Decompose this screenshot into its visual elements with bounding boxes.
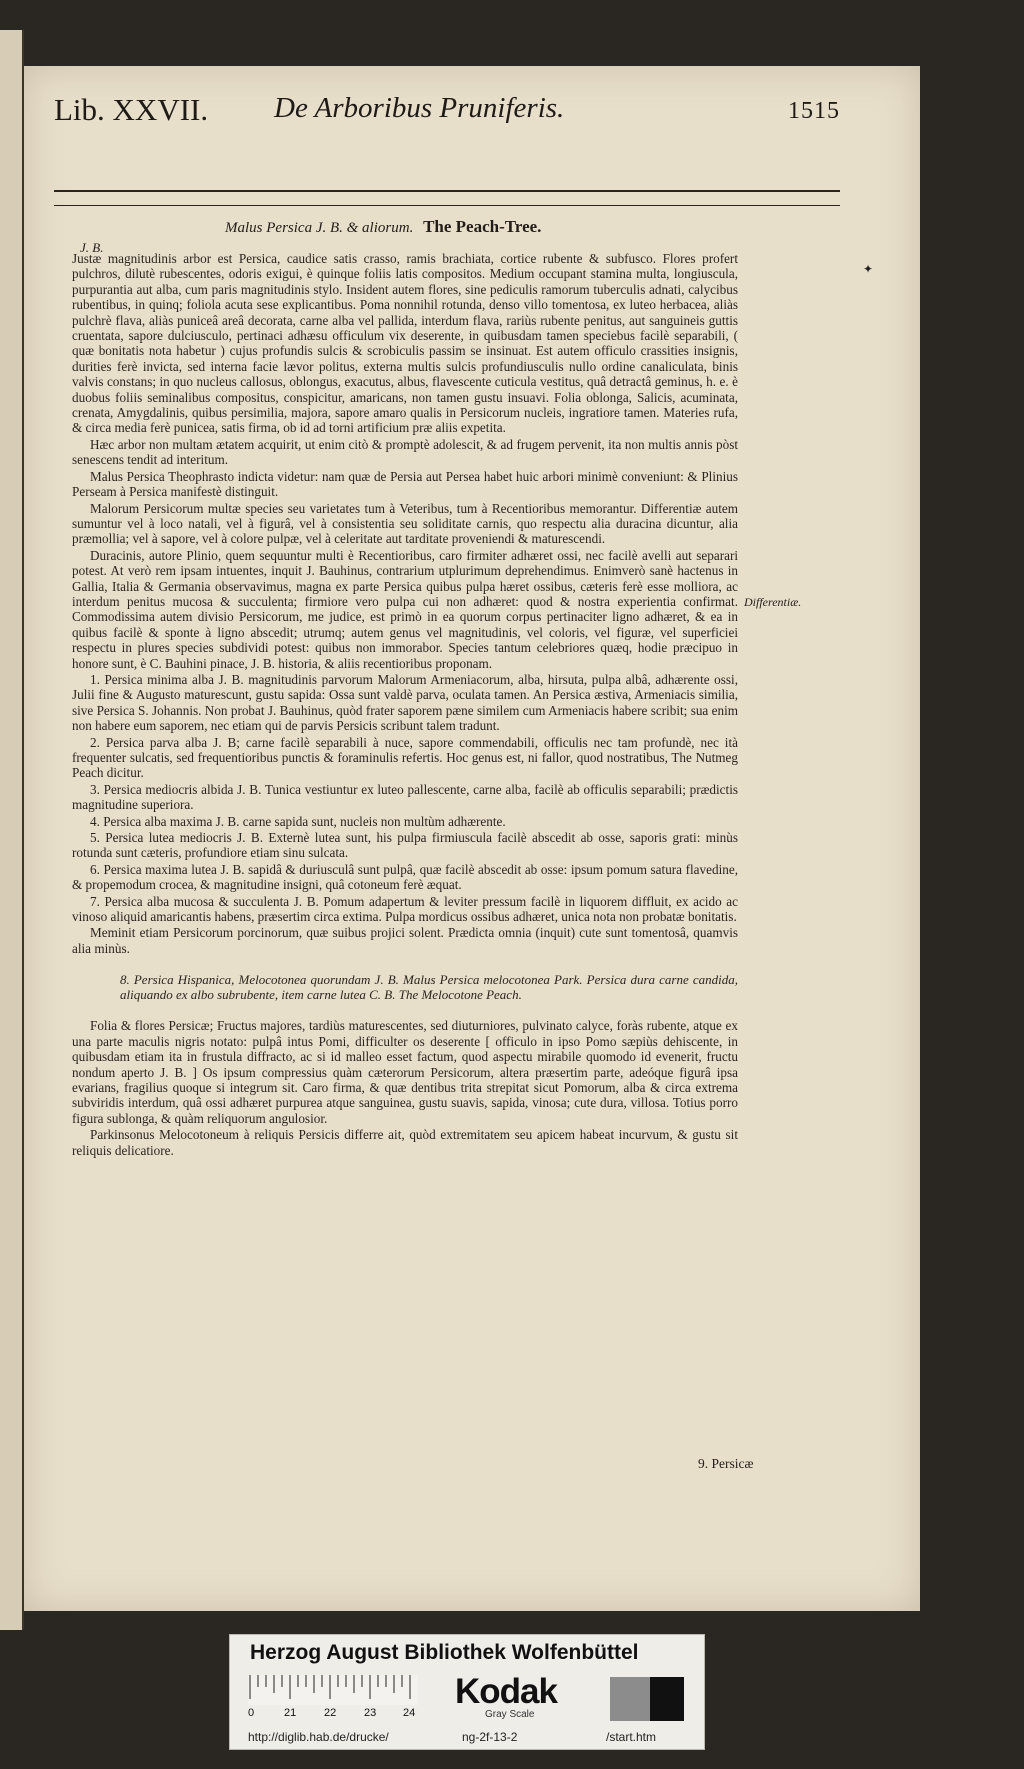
- paragraph-description: Justæ magnitudinis arbor est Persica, caudice satis crasso, ramis brachiata, cortice rubente & subfusco. Flores profert pulchros, dilutè rubescentes, odoris exigui, è quinque foliis latis compositos. Medium occupant stamina multa, longiuscula, purpurantia aut alba, cum paris magnitudinis stylo. Insident autem flores, sine pediculis ramorum tuberculis adnati, calycibus rubentibus, in quinq; foliola acuta sese explicantibus. Poma nonnihil rotunda, denso villo tomentosa, ex luteo herbacea, aliàs pulchrè flava, aliàs puniceâ areâ decorata, carne alba vel pallida, interdum flava, rariùs rubente penitus, aut sanguineis guttis cruentata, sapore dulciusculo, pertinaci adhæsu officulum vix deserente, in quibusdam tamen speciebus facilè separabili, ( quæ bonitatis nota habetur ) cujus profundis sulcis & scrobiculis passim se insinuat. Est autem officulo crassities insignis, durities ferè invicta, sed interna facie lævor politus, externa multis sulcis profundiusculis nullo ordine canaliculata, binis valvis constans; in quo nucleus callosus, oblongus, exacutus, albus, flavescente cuticula vestitus, quâ detractâ geminus, h. e. è duobus foliis seminalibus compositus, conspicitur, amaricans, non tamen gustu insuavi. Folia oblonga, Salicis, acuminata, crenata, Amygdalinis, quibus persimilia, majora, sapore amaro qualis in Persicorum nucleis, ingratiore tamen. Materies rufa, & circa media ferè punicea, satis firma, ob id ad torni artificium præ aliis expetita.: [72, 251, 738, 436]
- ruler-number: 0: [248, 1707, 255, 1719]
- gray-swatch-dark: [650, 1677, 684, 1721]
- catchword: 9. Persicæ: [698, 1456, 754, 1471]
- paragraph: Duracinis, autore Plinio, quem sequuntur multi è Recentioribus, caro firmiter adhæret ossi, nec facilè avelli aut separari potest. At verò rem ipsam intuentes, inquit J. Bauhinus, contrarium utplurimum deprehendimus. Enimverò sanè hactenus in Gallia, Italia & Germania observavimus, magna ex parte Persica quibus pulpa hæret ossibus, cæteris ferè esse molliora, ac interdum penitus mucosa & succulenta; firmiore vero pulpa cui non adhæret: quod & nostra experientia confirmat. Commodissima autem divisio Persicorum, me judice, est primò in ea quorum corpus pertinaciter ligno adhæret, & ea in quibus facilè & sponte à ligno abscedit; utrumq; autem genus vel magnitudinis, vel coloris, vel figuræ, vel superficiei respectu in plures species subdividi potest: quibus non immorabor. Species tantum celebriores quæq, hodie præcipuo in honore sunt, è C. Bauhini pinace, J. B. historia, & aliis recentioribus proponam.: [72, 547, 738, 671]
- section-caption: [225, 217, 541, 237]
- header-rule-bottom: [54, 205, 840, 206]
- ruler-number: 21: [284, 1707, 297, 1719]
- running-title: De Arboribus Pruniferis.: [274, 92, 565, 124]
- ruler-number: 24: [403, 1707, 416, 1719]
- paragraph-species-3: 3. Persica mediocris albida J. B. Tunica vestiuntur ex luteo pallescente, carne alba, facilè ab officulis separabili; prædictis magnitudine superiora.: [72, 781, 738, 813]
- paragraph-species-2: 2. Persica parva alba J. B; carne facilè separabili à nuce, sapore commendabili, officulis nec tam profundè, nec ità frequenter sulcatis, sed frequentioribus punctis & foraminulis refertis. Hoc genus est, ni fallor, quod nostratibus, The Nutmeg Peach dicitur.: [72, 734, 738, 781]
- paragraph-species-6: 6. Persica maxima lutea J. B. sapidâ & duriusculâ sunt pulpâ, quæ facilè abscedit ab osse: ipsum pomum satura flavedine, & propemodum crocea, & magnitudine insigni, quâ cotoneum ferè æquat.: [72, 861, 738, 893]
- paragraph: Hæc arbor non multam ætatem acquirit, ut enim citò & promptè adolescit, & ad frugem pervenit, ita non multis annis pòst senescens tendit ad interitum.: [72, 436, 738, 468]
- paragraph-species-1: 1. Persica minima alba J. B. magnitudinis parvorum Malorum Armeniacorum, alba, hirsuta, pulpa albâ, adhærente ossi, Julii fine & Augusto maturescunt, gustu sapida: Ossa sunt valdè parva, oculata tamen. An Persica æstiva, Armeniacis similia, sive Persica S. Johannis. Non probat J. Bauhinus, quòd frater saporem pæne similem cum Armeniacis habere scribit; sua enim non habere eum saporem, nec etiam qui de parvis Persicis scribunt talem tradunt.: [72, 671, 738, 734]
- source-marker: J. B.: [80, 240, 104, 255]
- header-rule-top: [54, 190, 840, 192]
- margin-mark: ✦: [863, 262, 874, 276]
- paragraph: Malorum Persicorum multæ species seu varietates tum à Veteribus, tum à Recentioribus memorantur. Differentiæ autem sumuntur vel à loco natali, vel à figurâ, vel à consistentia seu soliditate carnis, quo respectu alia duracina dicuntur, alia præmollia; vel à sapore, vel à colore pulpæ, vel à celeritate aut tarditate proveniendi & maturescendi.: [72, 500, 738, 547]
- book-number: Lib. XXVII.: [54, 92, 209, 127]
- subheading-species-8: 8. Persica Hispanica, Melocotonea quorundam J. B. Malus Persica melocotonea Park. Persica dura carne candida, aliquando ex albo subrubente, item carne lutea C. B. The Melocotone Peach.: [120, 972, 738, 1003]
- paragraph-species-4: 4. Persica alba maxima J. B. carne sapida sunt, nucleis non multùm adhærente.: [90, 813, 506, 829]
- margin-note: Differentiæ.: [744, 595, 802, 609]
- main-text: [72, 251, 738, 1159]
- paragraph-species-7: 7. Persica alba mucosa & succulenta J. B. Pomum adapertum & leviter pressum facilè in liquorem diffluit, ex acido ac vinoso aliquid amaricantis habens, præsertim circa extima. Pulpa mordicus ossibus adhæret, unica nota non probatæ bonitatis.: [72, 893, 738, 925]
- paragraph: Meminit etiam Persicorum porcinorum, quæ suibus projici solent. Prædicta omnia (inquit) cute sunt tomentosâ, quamvis alia minùs.: [72, 925, 738, 956]
- url-bar: [230, 1725, 704, 1749]
- paragraph: Malus Persica Theophrasto indicta videtur: nam quæ de Persia aut Persea habet huic arbori minimè conveniunt: & Plinius Perseam à Persica manifestè distinguit.: [72, 468, 738, 500]
- paragraph-species-5: 5. Persica lutea mediocris J. B. Externè lutea sunt, his pulpa firmiuscula facilè abscedit ab osse, saporis grati: minùs rotunda sunt cæteris, profundiore etiam sinu sulcata.: [72, 830, 738, 861]
- gray-scale-label: Gray Scale: [485, 1709, 535, 1720]
- shelfmark: ng-2f-13-2: [462, 1730, 518, 1744]
- running-header: [54, 86, 840, 132]
- caption-latin: Malus Persica J. B. & aliorum.: [225, 220, 414, 236]
- caption-english: The Peach-Tree.: [423, 217, 542, 236]
- paragraph: Folia & flores Persicæ; Fructus majores, tardiùs maturescentes, sed diuturniores, pulvinato calyce, foràs rubente, atque ex una parte maculis nigris notato: pulpâ intus Pomi, difficulter os deserente [ officulo in ipso Pomo sæpiùs dehiscente, in quibusdam etiam ita in frustula diffracto, ac si id malleo esset factum, quod aspectu mirabile quomodo id evenerit, fructu nondum aperto J. B. ] Os ipsum compressius quàm cæterorum Persicorum, altera præsertim parte, adeóque figurâ ipsa evarians, fragilius quoque si integrum sit. Caro firma, & quæ dentibus trita strepitat sicut Pomorum, alba & circa extrema subviridis interdum, quâ ossi adhæret purpurea atque sanguinea, gustu suavis, sapida, vinosa; cute dura, villosa. Totius porro figura sublonga, & quàm reliquorum angulosior.: [72, 1018, 738, 1126]
- url-suffix[interactable]: /start.htm: [606, 1730, 657, 1744]
- previous-page-edge: [0, 30, 24, 1630]
- scan-target-strip: [229, 1634, 705, 1750]
- ruler-scale: [248, 1675, 418, 1705]
- library-name: Herzog August Bibliothek Wolfenbüttel: [250, 1641, 639, 1664]
- paragraph: Parkinsonus Melocotoneum à reliquis Persicis differre ait, quòd extremitatem seu apicem habeat incurvum, & gustu sit reliquis delicatiore.: [72, 1127, 738, 1158]
- page-number: 1515: [788, 98, 840, 124]
- ruler-number: 22: [324, 1707, 337, 1719]
- kodak-logo: Kodak: [455, 1672, 557, 1711]
- gray-swatch-mid: [610, 1677, 650, 1721]
- url-base[interactable]: http://diglib.hab.de/drucke/: [248, 1730, 389, 1744]
- ruler-number: 23: [364, 1707, 377, 1719]
